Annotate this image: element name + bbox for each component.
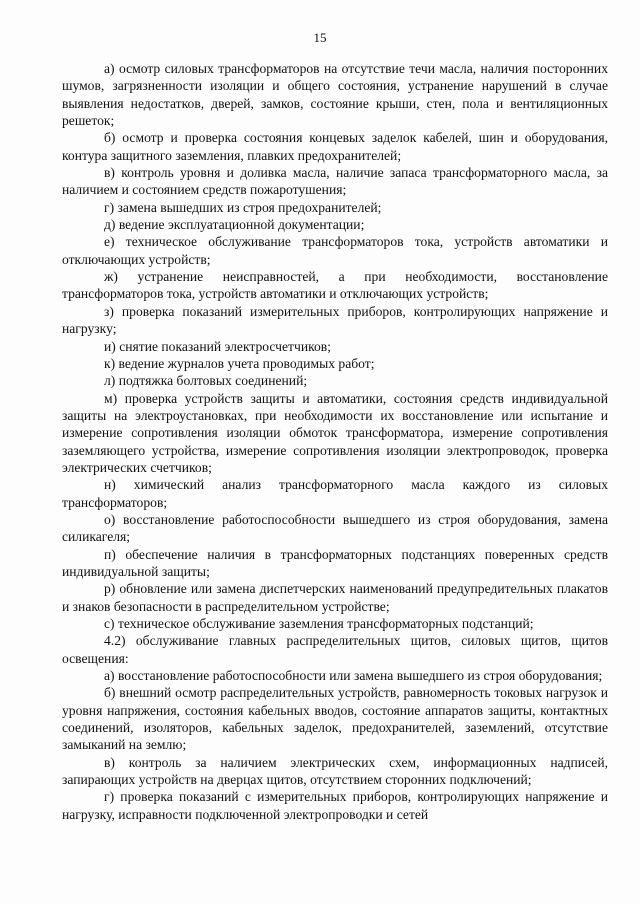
list-item-a-2: а) восстановление работоспособности или замена вышедшего из строя оборудования;: [104, 668, 603, 684]
list-item-a: а) осмотр силовых трансформаторов на отсутствие течи масла, наличия посторонних шумов, загрязненности изоляции и общего состояния, устранение нарушений в случае выявления недостатков, дверей, замков, состояние крыши, стен, пола и вентиляционных решеток;: [62, 61, 608, 129]
list-item-d: д) ведение эксплуатационной документации;: [104, 217, 365, 233]
list-item-r: р) обновление или замена диспетчерских наименований предупредительных плакатов и знаков безопасности в распределительном устройстве;: [62, 581, 608, 614]
list-item-g: г) замена вышедших из строя предохранителей;: [104, 199, 382, 215]
list-item-m: м) проверка устройств защиты и автоматики, состояния средств индивидуальной защиты на электроустановках, при необходимости их восстановление или испытание и измерение сопротивления изоляции обмоток трансформатора, измерение сопротивления заземляющего устройства, измерение сопротивления изоляции электропроводок, проверка электрических счетчиков;: [62, 390, 608, 475]
list-item-k: к) ведение журналов учета проводимых работ;: [104, 355, 375, 371]
list-item-i: и) снятие показаний электросчетчиков;: [104, 338, 331, 354]
list-item-z: з) проверка показаний измерительных приборов, контролирующих напряжение и нагрузку;: [62, 303, 608, 337]
page-number: 15: [313, 30, 327, 45]
list-item-e: е) техническое обслуживание трансформаторов тока, устройств автоматики и отключающих устройств;: [62, 234, 608, 267]
list-item-l: л) подтяжка болтовых соединений;: [104, 373, 308, 389]
list-item-s: с) техническое обслуживание заземления трансформаторных подстанций;: [104, 616, 534, 631]
list-item-v: в) контроль уровня и доливка масла, наличие запаса трансформаторного масла, за наличием и состоянием средств пожаротушения;: [62, 165, 608, 198]
list-item-b-2: б) внешний осмотр распределительных устройств, равномерность токовых нагрузок и уровня напряжения, состояния кабельных вводов, состояние аппаратов защиты, контактных соединений, изоляторов, кабельных заделок, предохранителей, заземлений, отсутствие замыканий на землю;: [62, 685, 608, 753]
list-item-n: н) химический анализ трансформаторного масла каждого из силовых трансформаторов;: [62, 477, 608, 510]
section-heading-4-2: 4.2) обслуживание главных распределительных щитов, силовых щитов, щитов освещения:: [62, 633, 608, 666]
list-item-o: о) восстановление работоспособности вышедшего из строя оборудования, замена силикагеля;: [62, 511, 608, 545]
document-body: [62, 60, 608, 823]
list-item-v-2: в) контроль за наличием электрических схем, информационных надписей, запирающих устройств на дверцах щитов, отсутствием сторонних подключений;: [62, 754, 608, 788]
list-item-p: п) обеспечение наличия в трансформаторных подстанциях поверенных средств индивидуальной защиты;: [62, 546, 608, 579]
list-item-b: б) осмотр и проверка состояния концевых заделок кабелей, шин и оборудования, контура защитного заземления, плавких предохранителей;: [62, 130, 608, 163]
list-item-g-2: г) проверка показаний с измерительных приборов, контролирующих напряжение и нагрузку, исправности подключенной электропроводки и сетей: [62, 789, 608, 822]
list-item-zh: ж) устранение неисправностей, а при необходимости, восстановление трансформаторов тока, устройств автоматики и отключающих устройств;: [62, 269, 608, 302]
